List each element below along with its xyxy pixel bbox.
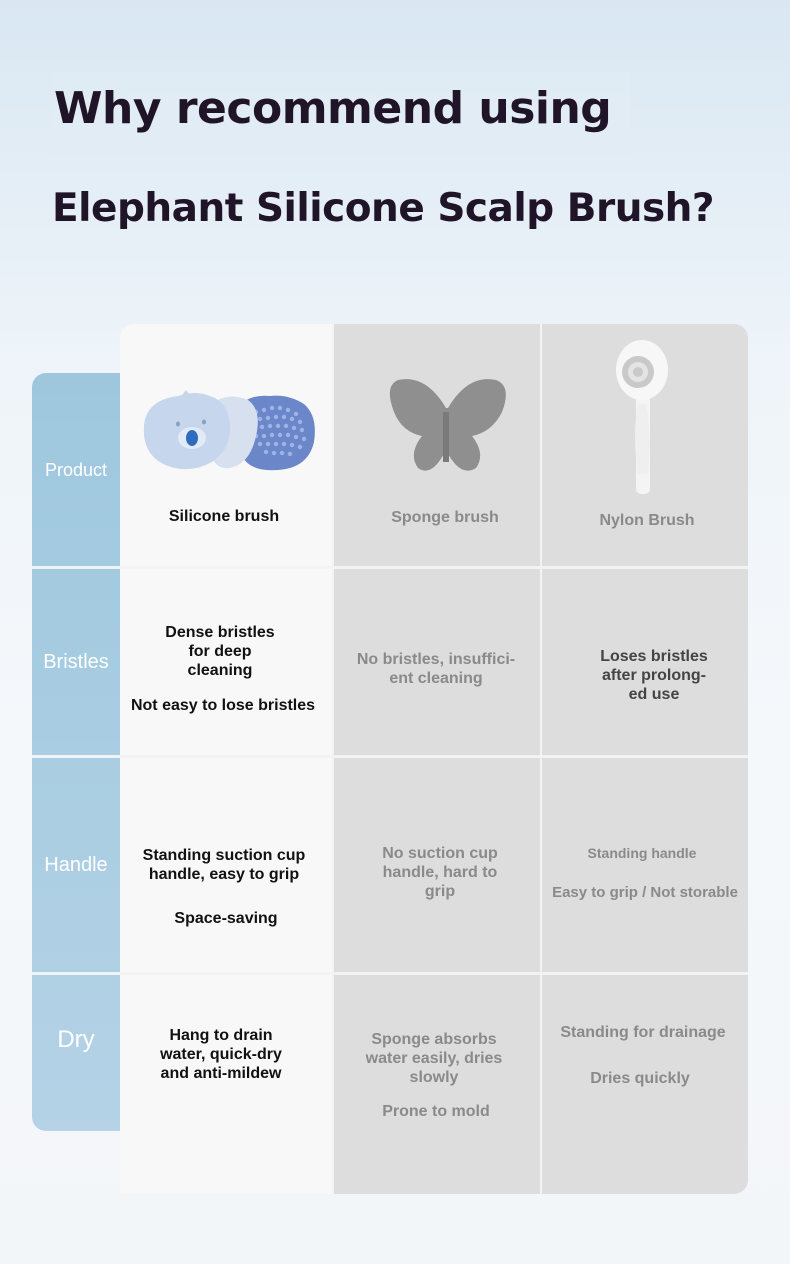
row-label-dry: Dry xyxy=(57,1026,95,1053)
nylon-bristles-text xyxy=(554,647,754,704)
text-line: handle, hard to xyxy=(382,864,498,881)
text-line: grip xyxy=(424,883,456,900)
text-line: ent cleaning xyxy=(389,670,483,687)
product-name-sponge: Sponge brush xyxy=(391,509,499,526)
sponge-dry-text xyxy=(334,1030,534,1087)
silicone-handle-note: Space-saving xyxy=(174,910,278,927)
text-line: for deep xyxy=(188,643,252,660)
row-label-bristles: Bristles xyxy=(43,650,109,673)
text-line: Loses bristles xyxy=(600,648,708,665)
silicone-dry-text xyxy=(118,1026,324,1083)
product-name-silicone: Silicone brush xyxy=(168,508,280,525)
text-line: No suction cup xyxy=(382,845,498,862)
nylon-dry-note: Dries quickly xyxy=(590,1070,690,1087)
silicone-brush-image xyxy=(138,386,320,476)
silicone-bristles-note: Not easy to lose bristles xyxy=(130,697,316,714)
nylon-dry-text: Standing for drainage xyxy=(560,1024,726,1041)
sponge-bristles-text xyxy=(334,650,538,688)
sponge-handle-text xyxy=(336,844,544,901)
text-line: slowly xyxy=(409,1069,459,1086)
text-line: handle, easy to grip xyxy=(148,866,300,883)
row-divider xyxy=(120,755,748,758)
column-divider xyxy=(540,324,542,1194)
text-line: Dense bristles xyxy=(165,624,275,641)
text-line: No bristles, insuffici- xyxy=(356,651,516,668)
text-line: after prolong- xyxy=(602,667,706,684)
silicone-handle-text xyxy=(124,846,324,884)
row-label-column xyxy=(32,373,120,1131)
text-line: ed use xyxy=(628,686,680,703)
nylon-handle-note: Easy to grip / Not storable xyxy=(552,884,738,901)
product-name-nylon: Nylon Brush xyxy=(599,512,695,529)
row-label-handle: Handle xyxy=(44,853,108,876)
row-divider xyxy=(120,972,748,975)
page-title-line-1: Why recommend using xyxy=(52,72,630,156)
sponge-dry-note: Prone to mold xyxy=(382,1103,490,1120)
text-line: Standing suction cup xyxy=(142,847,306,864)
text-line: cleaning xyxy=(187,662,253,679)
text-line: water, quick-dry xyxy=(160,1046,282,1063)
text-line: water easily, dries xyxy=(365,1050,503,1067)
nylon-handle-text: Standing handle xyxy=(587,845,697,861)
row-divider xyxy=(120,566,748,569)
text-line: and anti-mildew xyxy=(160,1065,282,1082)
row-label-product: Product xyxy=(44,459,108,480)
text-line: Sponge absorbs xyxy=(371,1031,497,1048)
sponge-brush-image xyxy=(386,372,512,478)
nylon-brush-image xyxy=(608,334,672,496)
page-title-line-2: Elephant Silicone Scalp Brush? xyxy=(52,186,715,231)
silicone-bristles-text xyxy=(120,623,320,680)
text-line: Hang to drain xyxy=(169,1027,273,1044)
